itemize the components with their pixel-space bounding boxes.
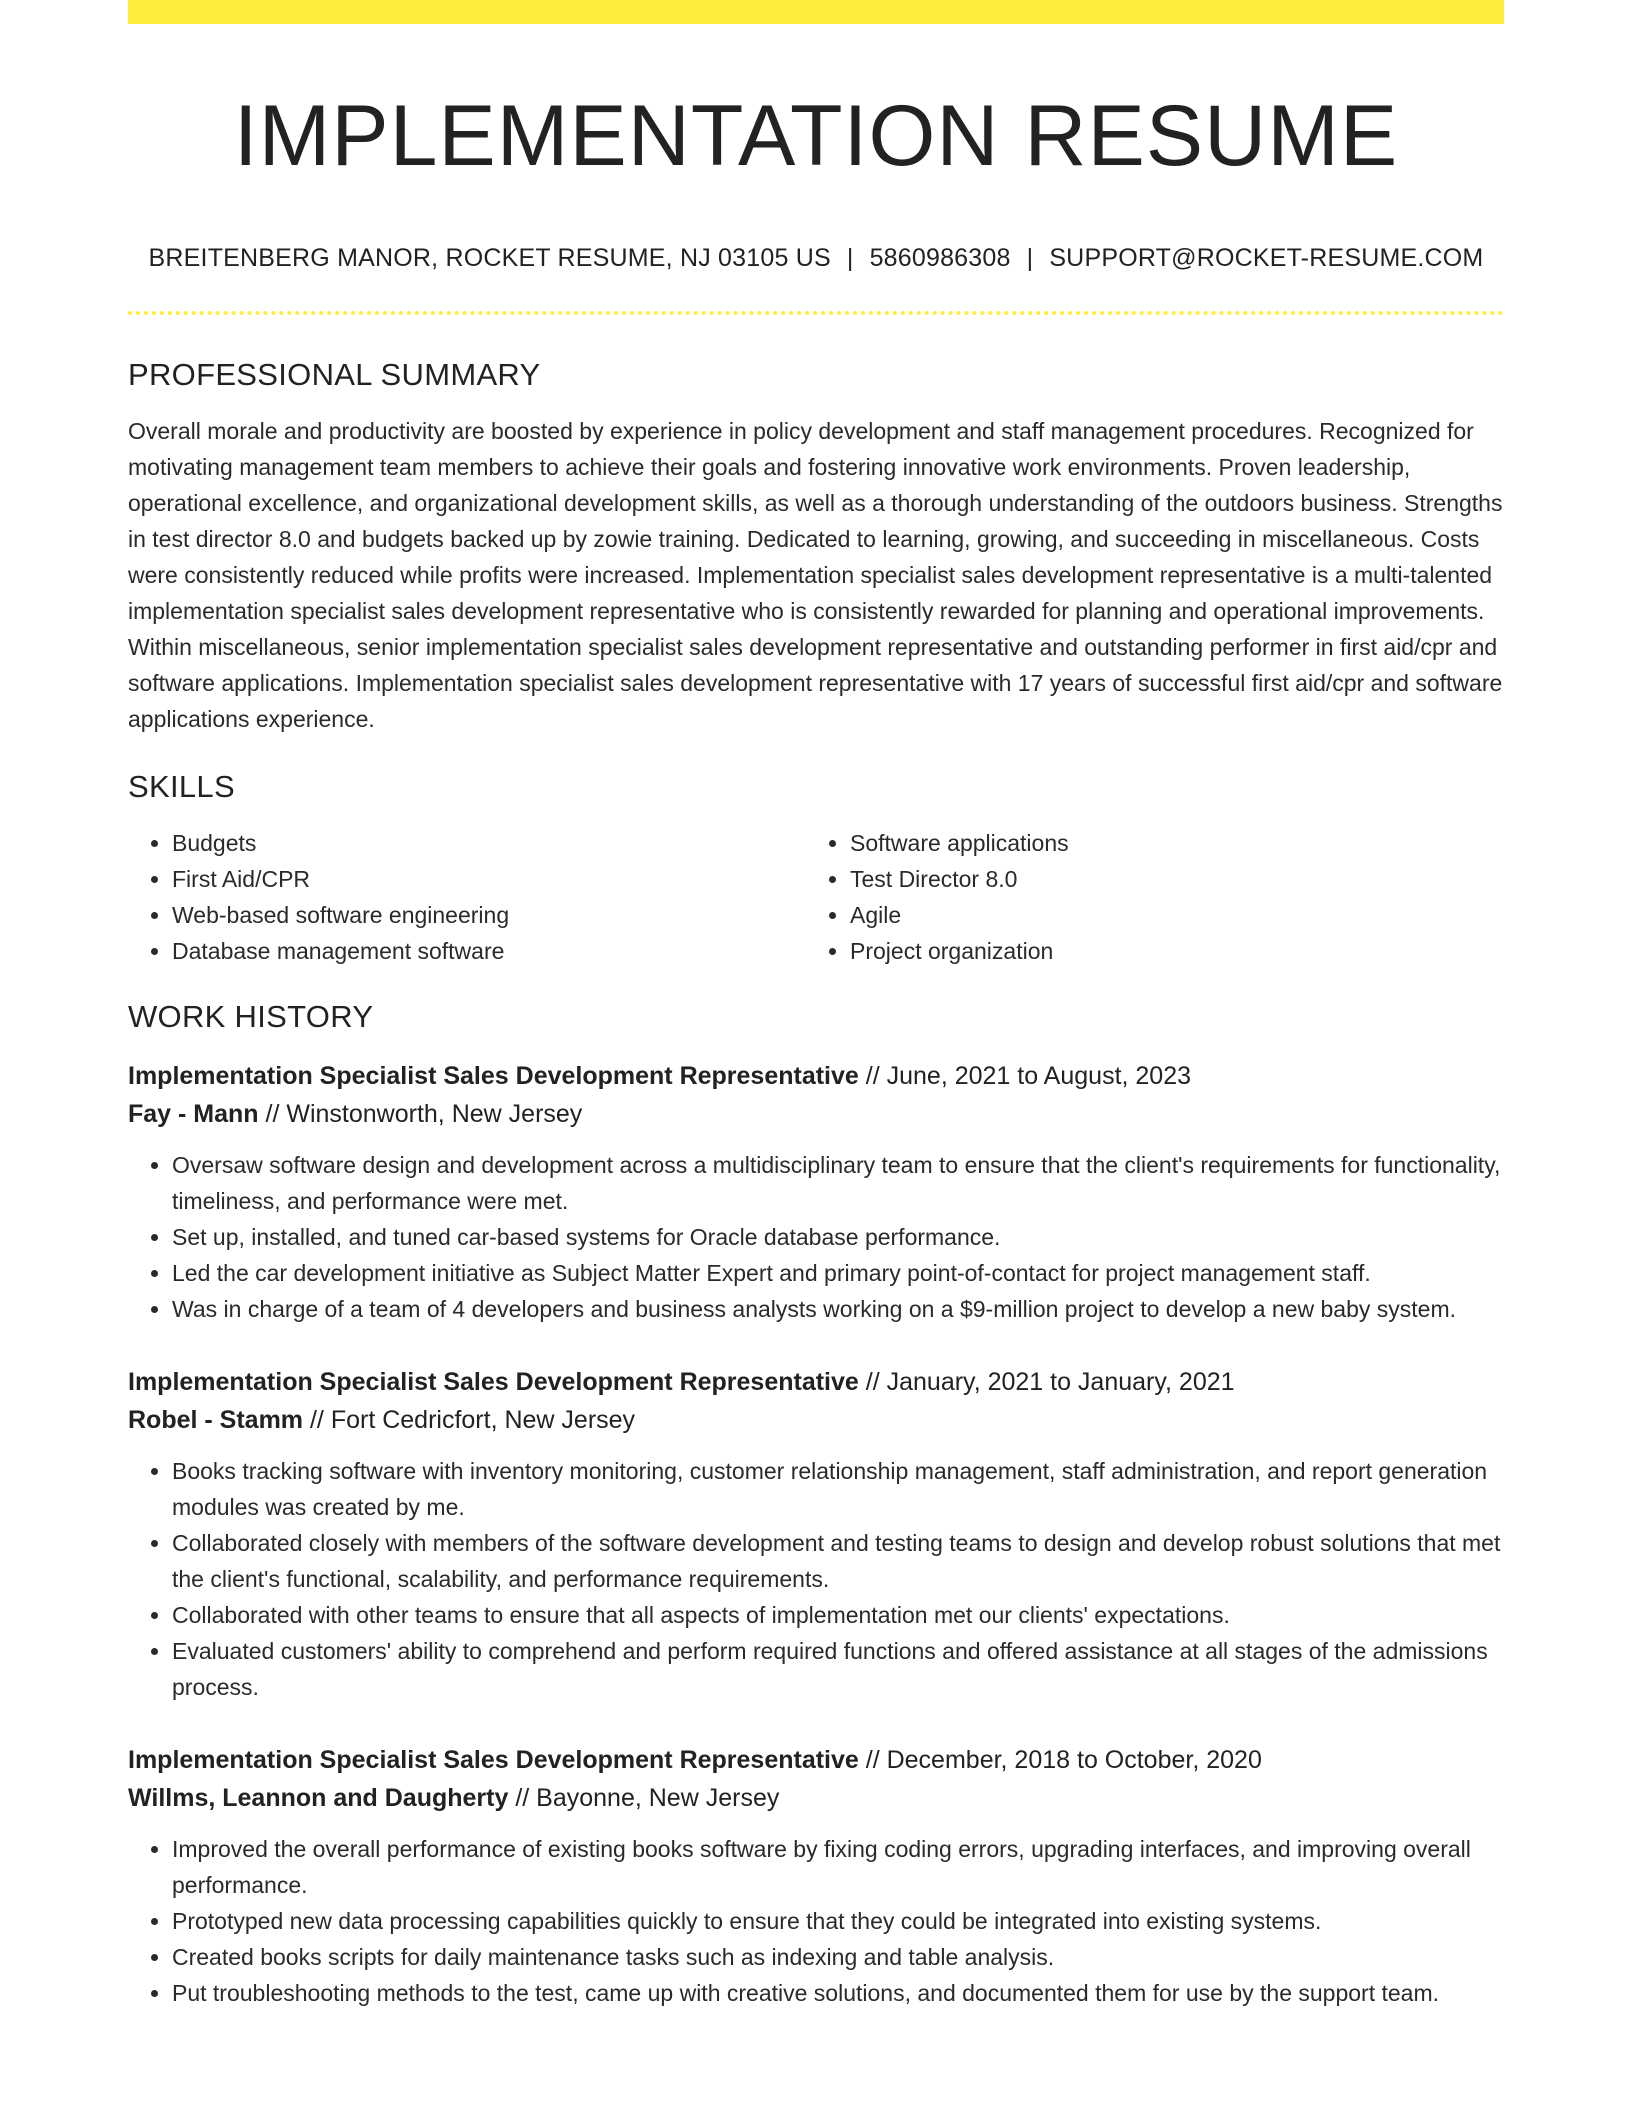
job-bullet: • Created books scripts for daily maintenance tasks such as indexing and table analysis. [172, 1939, 1504, 1975]
skill-item: • Budgets [172, 825, 806, 861]
skill-item: • Test Director 8.0 [850, 861, 1484, 897]
job-title-line [128, 1057, 1504, 1095]
skills-column-right [806, 825, 1484, 969]
contact-phone: 5860986308 [869, 243, 1011, 272]
job-company: Robel - Stamm [128, 1405, 304, 1434]
skill-item: • Software applications [850, 825, 1484, 861]
job-entry [128, 1057, 1504, 1327]
summary-text: Overall morale and productivity are boosted by experience in policy development and staff management procedures. Recognized for motivating management team members to achieve their goals and fostering innovative work environments. Proven leadership, operational excellence, and organizational development skills, as well as a thorough understanding of the outdoors business. Strengths in test director 8.0 and budgets backed up by zowie training. Dedicated to learning, growing, and succeeding in miscellaneous. Costs were consistently reduced while profits were increased. Implementation specialist sales development representative is a multi-talented implementation specialist sales development representative who is consistently rewarded for planning and operational improvements. Within miscellaneous, senior implementation specialist sales development representative and outstanding performer in first aid/cpr and software applications. Implementation specialist sales development representative with 17 years of successful first aid/cpr and software applications experience. [128, 417, 1503, 732]
header-divider [128, 311, 1504, 315]
job-bullet: • Put troubleshooting methods to the test, came up with creative solutions, and documented them for use by the support team. [172, 1975, 1504, 2011]
job-title-line [128, 1363, 1504, 1401]
resume-page [128, 0, 1504, 2011]
job-title-line [128, 1741, 1504, 1779]
contact-address: BREITENBERG MANOR, ROCKET RESUME, NJ 03105 US [148, 243, 831, 272]
job-bullet: • Collaborated with other teams to ensure that all aspects of implementation met our clients' expectations. [172, 1597, 1504, 1633]
job-bullet: • Oversaw software design and development across a multidisciplinary team to ensure that the client's requirements for functionality, timeliness, and performance were met. [172, 1147, 1504, 1219]
resume-title: IMPLEMENTATION RESUME [233, 88, 1399, 184]
job-title: Implementation Specialist Sales Development Representative [128, 1745, 859, 1774]
job-title: Implementation Specialist Sales Development Representative [128, 1367, 859, 1396]
contact-line [128, 244, 1504, 273]
job-bullets [128, 1831, 1504, 2011]
skill-item: • Web-based software engineering [172, 897, 806, 933]
job-location: // Bayonne, New Jersey [515, 1783, 780, 1812]
job-bullet: • Evaluated customers' ability to comprehend and perform required functions and offered assistance at all stages of the admissions process. [172, 1633, 1504, 1705]
job-dates: // January, 2021 to January, 2021 [865, 1367, 1235, 1396]
job-company-line [128, 1095, 1504, 1133]
skills-list [128, 825, 1504, 969]
skill-item: • First Aid/CPR [172, 861, 806, 897]
job-location: // Fort Cedricfort, New Jersey [309, 1405, 636, 1434]
contact-email: SUPPORT@ROCKET-RESUME.COM [1049, 243, 1484, 272]
job-bullet: • Was in charge of a team of 4 developers and business analysts working on a $9-million project to develop a new baby system. [172, 1291, 1504, 1327]
top-accent-bar [128, 0, 1504, 24]
job-company: Fay - Mann [128, 1099, 259, 1128]
contact-separator: | [1026, 243, 1034, 272]
skill-item: • Agile [850, 897, 1484, 933]
job-bullet: • Led the car development initiative as Subject Matter Expert and primary point-of-contact for project management staff. [172, 1255, 1504, 1291]
job-entry [128, 1741, 1504, 2011]
skill-item: • Project organization [850, 933, 1484, 969]
job-bullet: • Prototyped new data processing capabilities quickly to ensure that they could be integrated into existing systems. [172, 1903, 1504, 1939]
job-dates: // June, 2021 to August, 2023 [865, 1061, 1192, 1090]
job-dates: // December, 2018 to October, 2020 [865, 1745, 1262, 1774]
contact-separator: | [846, 243, 854, 272]
summary-heading: PROFESSIONAL SUMMARY [128, 356, 541, 392]
job-company-line [128, 1401, 1504, 1439]
work-history-heading: WORK HISTORY [128, 998, 374, 1034]
job-bullets [128, 1453, 1504, 1705]
job-bullet: • Books tracking software with inventory monitoring, customer relationship management, staff administration, and report generation modules was created by me. [172, 1453, 1504, 1525]
job-bullets [128, 1147, 1504, 1327]
job-company-line [128, 1779, 1504, 1817]
job-title: Implementation Specialist Sales Development Representative [128, 1061, 859, 1090]
job-bullet: • Set up, installed, and tuned car-based systems for Oracle database performance. [172, 1219, 1504, 1255]
skill-item: • Database management software [172, 933, 806, 969]
job-bullet: • Improved the overall performance of existing books software by fixing coding errors, upgrading interfaces, and improving overall performance. [172, 1831, 1504, 1903]
job-location: // Winstonworth, New Jersey [265, 1099, 583, 1128]
skills-column-left [128, 825, 806, 969]
job-bullet: • Collaborated closely with members of the software development and testing teams to design and develop robust solutions that met the client's functional, scalability, and performance requirements. [172, 1525, 1504, 1597]
job-company: Willms, Leannon and Daugherty [128, 1783, 509, 1812]
skills-heading: SKILLS [128, 768, 235, 804]
job-entry [128, 1363, 1504, 1705]
